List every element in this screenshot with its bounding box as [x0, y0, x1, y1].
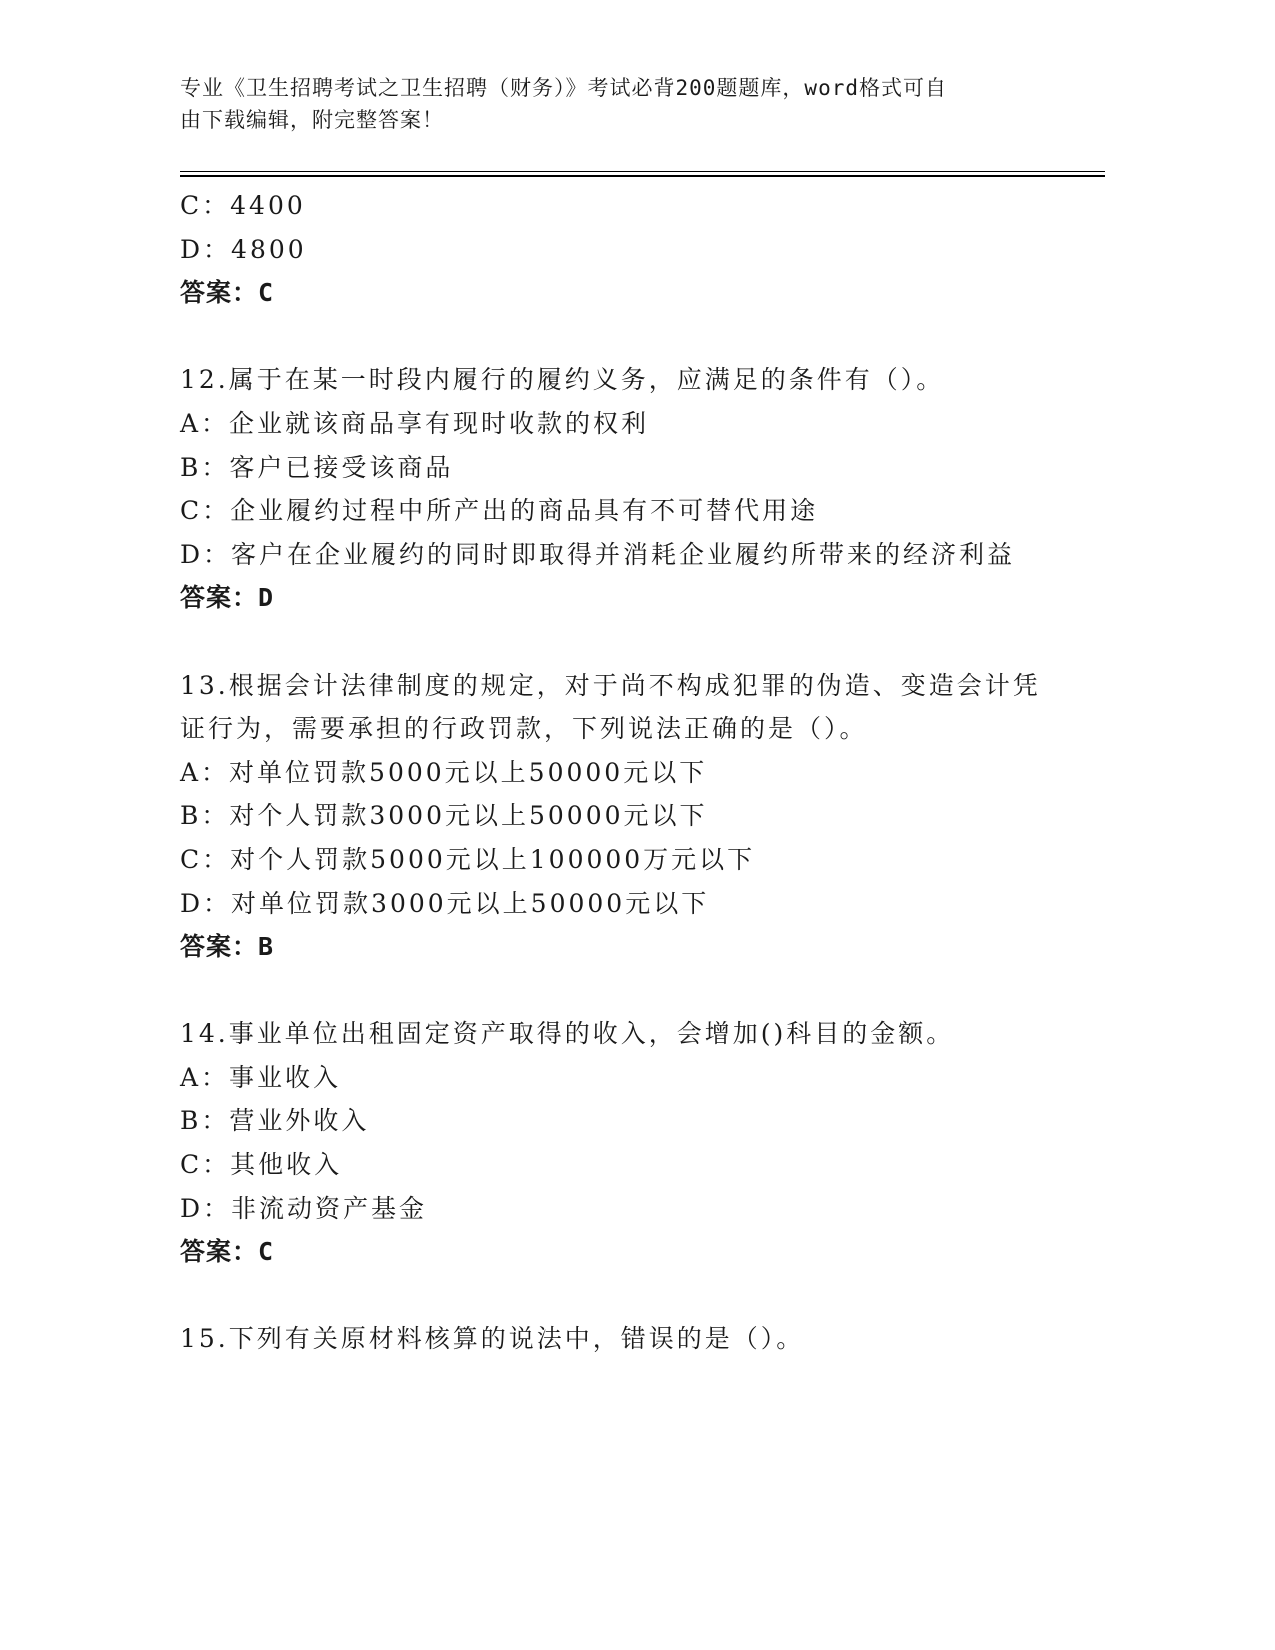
- document-header: [180, 72, 1040, 136]
- option-b: B：对个人罚款3000元以上50000元以下: [180, 801, 708, 831]
- spacer: [180, 620, 1110, 664]
- option-c: C：企业履约过程中所产出的商品具有不可替代用途: [180, 496, 819, 526]
- question-15: [180, 1317, 1110, 1361]
- option-a: A：对单位罚款5000元以上50000元以下: [180, 757, 708, 787]
- question-stem: 14.事业单位出租固定资产取得的收入，会增加()科目的金额。: [180, 1019, 955, 1049]
- answer-line: 答案：B: [180, 932, 275, 962]
- spacer: [180, 1274, 1110, 1318]
- question-carryover: [180, 184, 1110, 315]
- option-a: A：企业就该商品享有现时收款的权利: [180, 408, 650, 438]
- question-12: [180, 358, 1110, 620]
- question-13: [180, 664, 1110, 969]
- question-stem: 15.下列有关原材料核算的说法中，错误的是（）。: [180, 1324, 805, 1354]
- option-d: D：对单位罚款3000元以上50000元以下: [180, 888, 710, 918]
- question-list: [180, 184, 1110, 1361]
- option-b: B：营业外收入: [180, 1106, 370, 1136]
- option-c: C：对个人罚款5000元以上100000万元以下: [180, 844, 756, 874]
- option-d: D：非流动资产基金: [180, 1193, 428, 1223]
- header-line-2: 由下载编辑，附完整答案！: [180, 108, 444, 132]
- question-stem: 13.根据会计法律制度的规定，对于尚不构成犯罪的伪造、变造会计凭: [180, 670, 1041, 700]
- question-stem: 12.属于在某一时段内履行的履约义务，应满足的条件有（）。: [180, 365, 945, 395]
- question-stem-continued: 证行为，需要承担的行政罚款，下列说法正确的是（）。: [180, 714, 868, 744]
- option-a: A：事业收入: [180, 1062, 342, 1092]
- option-c: C：4400: [180, 191, 306, 220]
- question-14: [180, 1012, 1110, 1274]
- header-divider-thick: [180, 175, 1105, 177]
- spacer: [180, 315, 1110, 359]
- spacer: [180, 969, 1110, 1013]
- option-c: C：其他收入: [180, 1150, 343, 1180]
- answer-line: 答案：D: [180, 583, 275, 613]
- answer-line: 答案：C: [180, 1237, 275, 1267]
- option-d: D：客户在企业履约的同时即取得并消耗企业履约所带来的经济利益: [180, 539, 1016, 569]
- option-b: B：客户已接受该商品: [180, 452, 454, 482]
- option-d: D：4800: [180, 234, 307, 264]
- header-divider-thin: [180, 171, 1105, 172]
- answer-line: 答案：C: [180, 278, 275, 308]
- header-line-1: 专业《卫生招聘考试之卫生招聘（财务）》考试必背200题题库，word格式可自: [180, 76, 947, 100]
